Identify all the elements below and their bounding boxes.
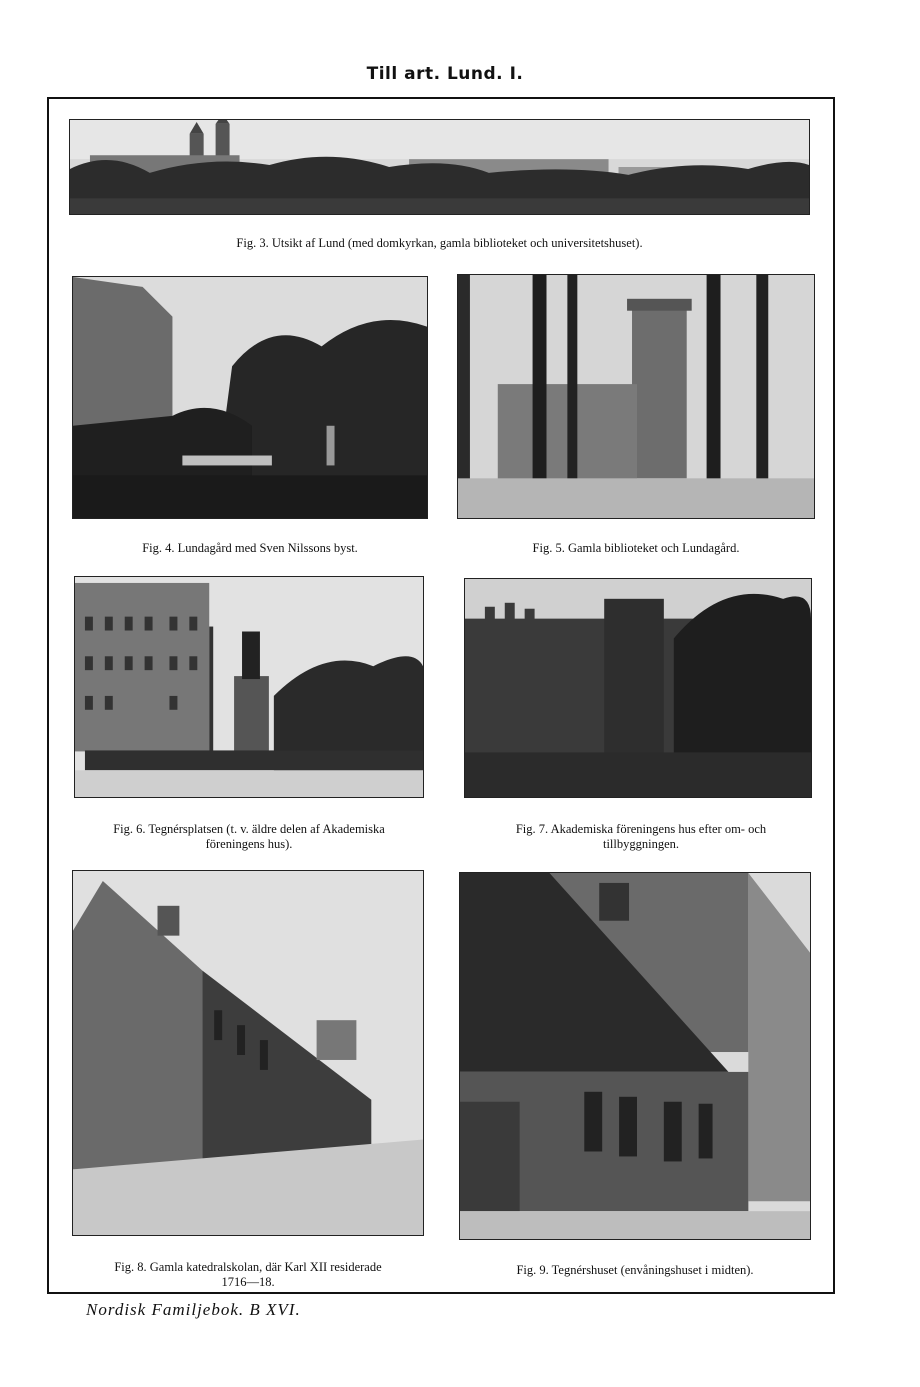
fig8-caption bbox=[68, 1260, 428, 1290]
page-title: Till art. Lund. I. bbox=[366, 64, 524, 84]
fig5-photo bbox=[457, 274, 815, 519]
fig8-caption-line2: 1716—18. bbox=[221, 1275, 275, 1289]
fig4-photo bbox=[72, 276, 428, 519]
fig5-caption: Fig. 5. Gamla biblioteket och Lundagård. bbox=[532, 541, 740, 555]
fig3-caption: Fig. 3. Utsikt af Lund (med domkyrkan, gamla biblioteket och universitetshuset). bbox=[236, 236, 643, 250]
fig6-caption-line2: föreningens hus). bbox=[205, 837, 293, 851]
footer-publication: Nordisk Familjebok. B XVI. bbox=[86, 1300, 301, 1319]
fig9-caption: Fig. 9. Tegnérshuset (envåningshuset i midten). bbox=[516, 1263, 754, 1277]
fig8-caption-line1: Fig. 8. Gamla katedralskolan, där Karl XII residerade bbox=[114, 1260, 382, 1274]
fig7-caption-line2: tillbyggningen. bbox=[602, 837, 680, 851]
fig3-photo bbox=[69, 119, 810, 215]
fig6-caption bbox=[70, 822, 428, 852]
fig7-caption-line1: Fig. 7. Akademiska föreningens hus efter om- och bbox=[515, 822, 767, 836]
fig6-photo bbox=[74, 576, 424, 798]
fig7-caption bbox=[460, 822, 822, 852]
fig6-caption-line1: Fig. 6. Tegnérsplatsen (t. v. äldre delen af Akademiska bbox=[113, 822, 385, 836]
fig4-caption: Fig. 4. Lundagård med Sven Nilssons byst. bbox=[142, 541, 358, 555]
fig9-photo bbox=[459, 872, 811, 1240]
fig8-photo bbox=[72, 870, 424, 1236]
fig7-photo bbox=[464, 578, 812, 798]
